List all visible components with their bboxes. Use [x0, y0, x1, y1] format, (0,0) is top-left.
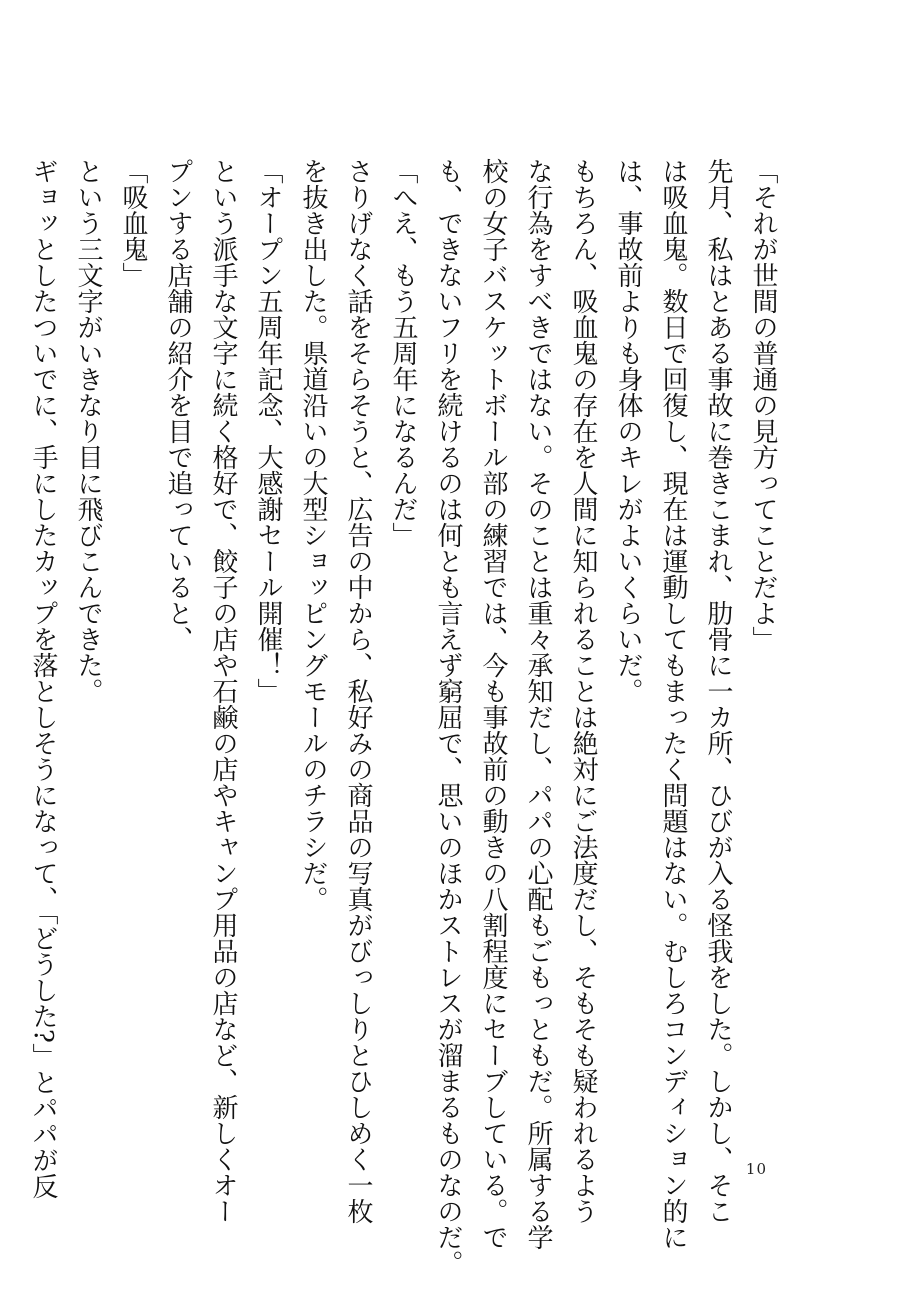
text-line: ギョッとしたついでに、手にしたカップを落としそうになって、「どうした?」とパパが反 — [28, 158, 58, 1199]
text-line: プンする店舗の紹介を目で追っていると、 — [163, 158, 193, 652]
text-line: な行為をすべきではない。そのことは重々承知だし、パパの心配もごもっともだ。所属する学 — [523, 158, 553, 1250]
text-line: 先月、私はとある事故に巻きこまれ、肋骨に一カ所、ひびが入る怪我をした。しかし、そこ — [703, 158, 733, 1224]
text-line: さりげなく話をそらそうと、広告の中から、私好みの商品の写真がびっしりとひしめく一枚 — [343, 158, 373, 1224]
text-line: 校の女子バスケットボール部の練習では、今も事故前の動きの八割程度にセーブしている。で — [478, 158, 508, 1250]
text-line: も、できないフリを続けるのは何とも言えず窮屈で、思いのほかストレスが溜まるものなのだ。 — [433, 158, 463, 1276]
text-line: 「へえ、もう五周年になるんだ」 — [388, 158, 418, 548]
text-line: 「それが世間の普通の見方ってことだよ」 — [748, 158, 778, 652]
text-line: を抜き出した。県道沿いの大型ショッピングモールのチラシだ。 — [298, 158, 328, 912]
text-line: という三文字がいきなり目に飛びこんできた。 — [73, 158, 103, 704]
text-line: 「吸血鬼」 — [118, 158, 148, 288]
text-line: 「オープン五周年記念、大感謝セール開催！」 — [253, 158, 283, 704]
page-number: 10 — [745, 1160, 767, 1178]
text-line: は吸血鬼。数日で回復し、現在は運動してもまったく問題はない。むしろコンディション的に — [658, 158, 688, 1250]
text-line: は、事故前よりも身体のキレがよいくらいだ。 — [613, 158, 643, 704]
text-line: という派手な文字に続く格好で、餃子の店や石鹸の店やキャンプ用品の店など、新しくオー — [208, 158, 238, 1224]
text-line: もちろん、吸血鬼の存在を人間に知られることは絶対にご法度だし、そもそも疑われるよう — [568, 158, 598, 1224]
